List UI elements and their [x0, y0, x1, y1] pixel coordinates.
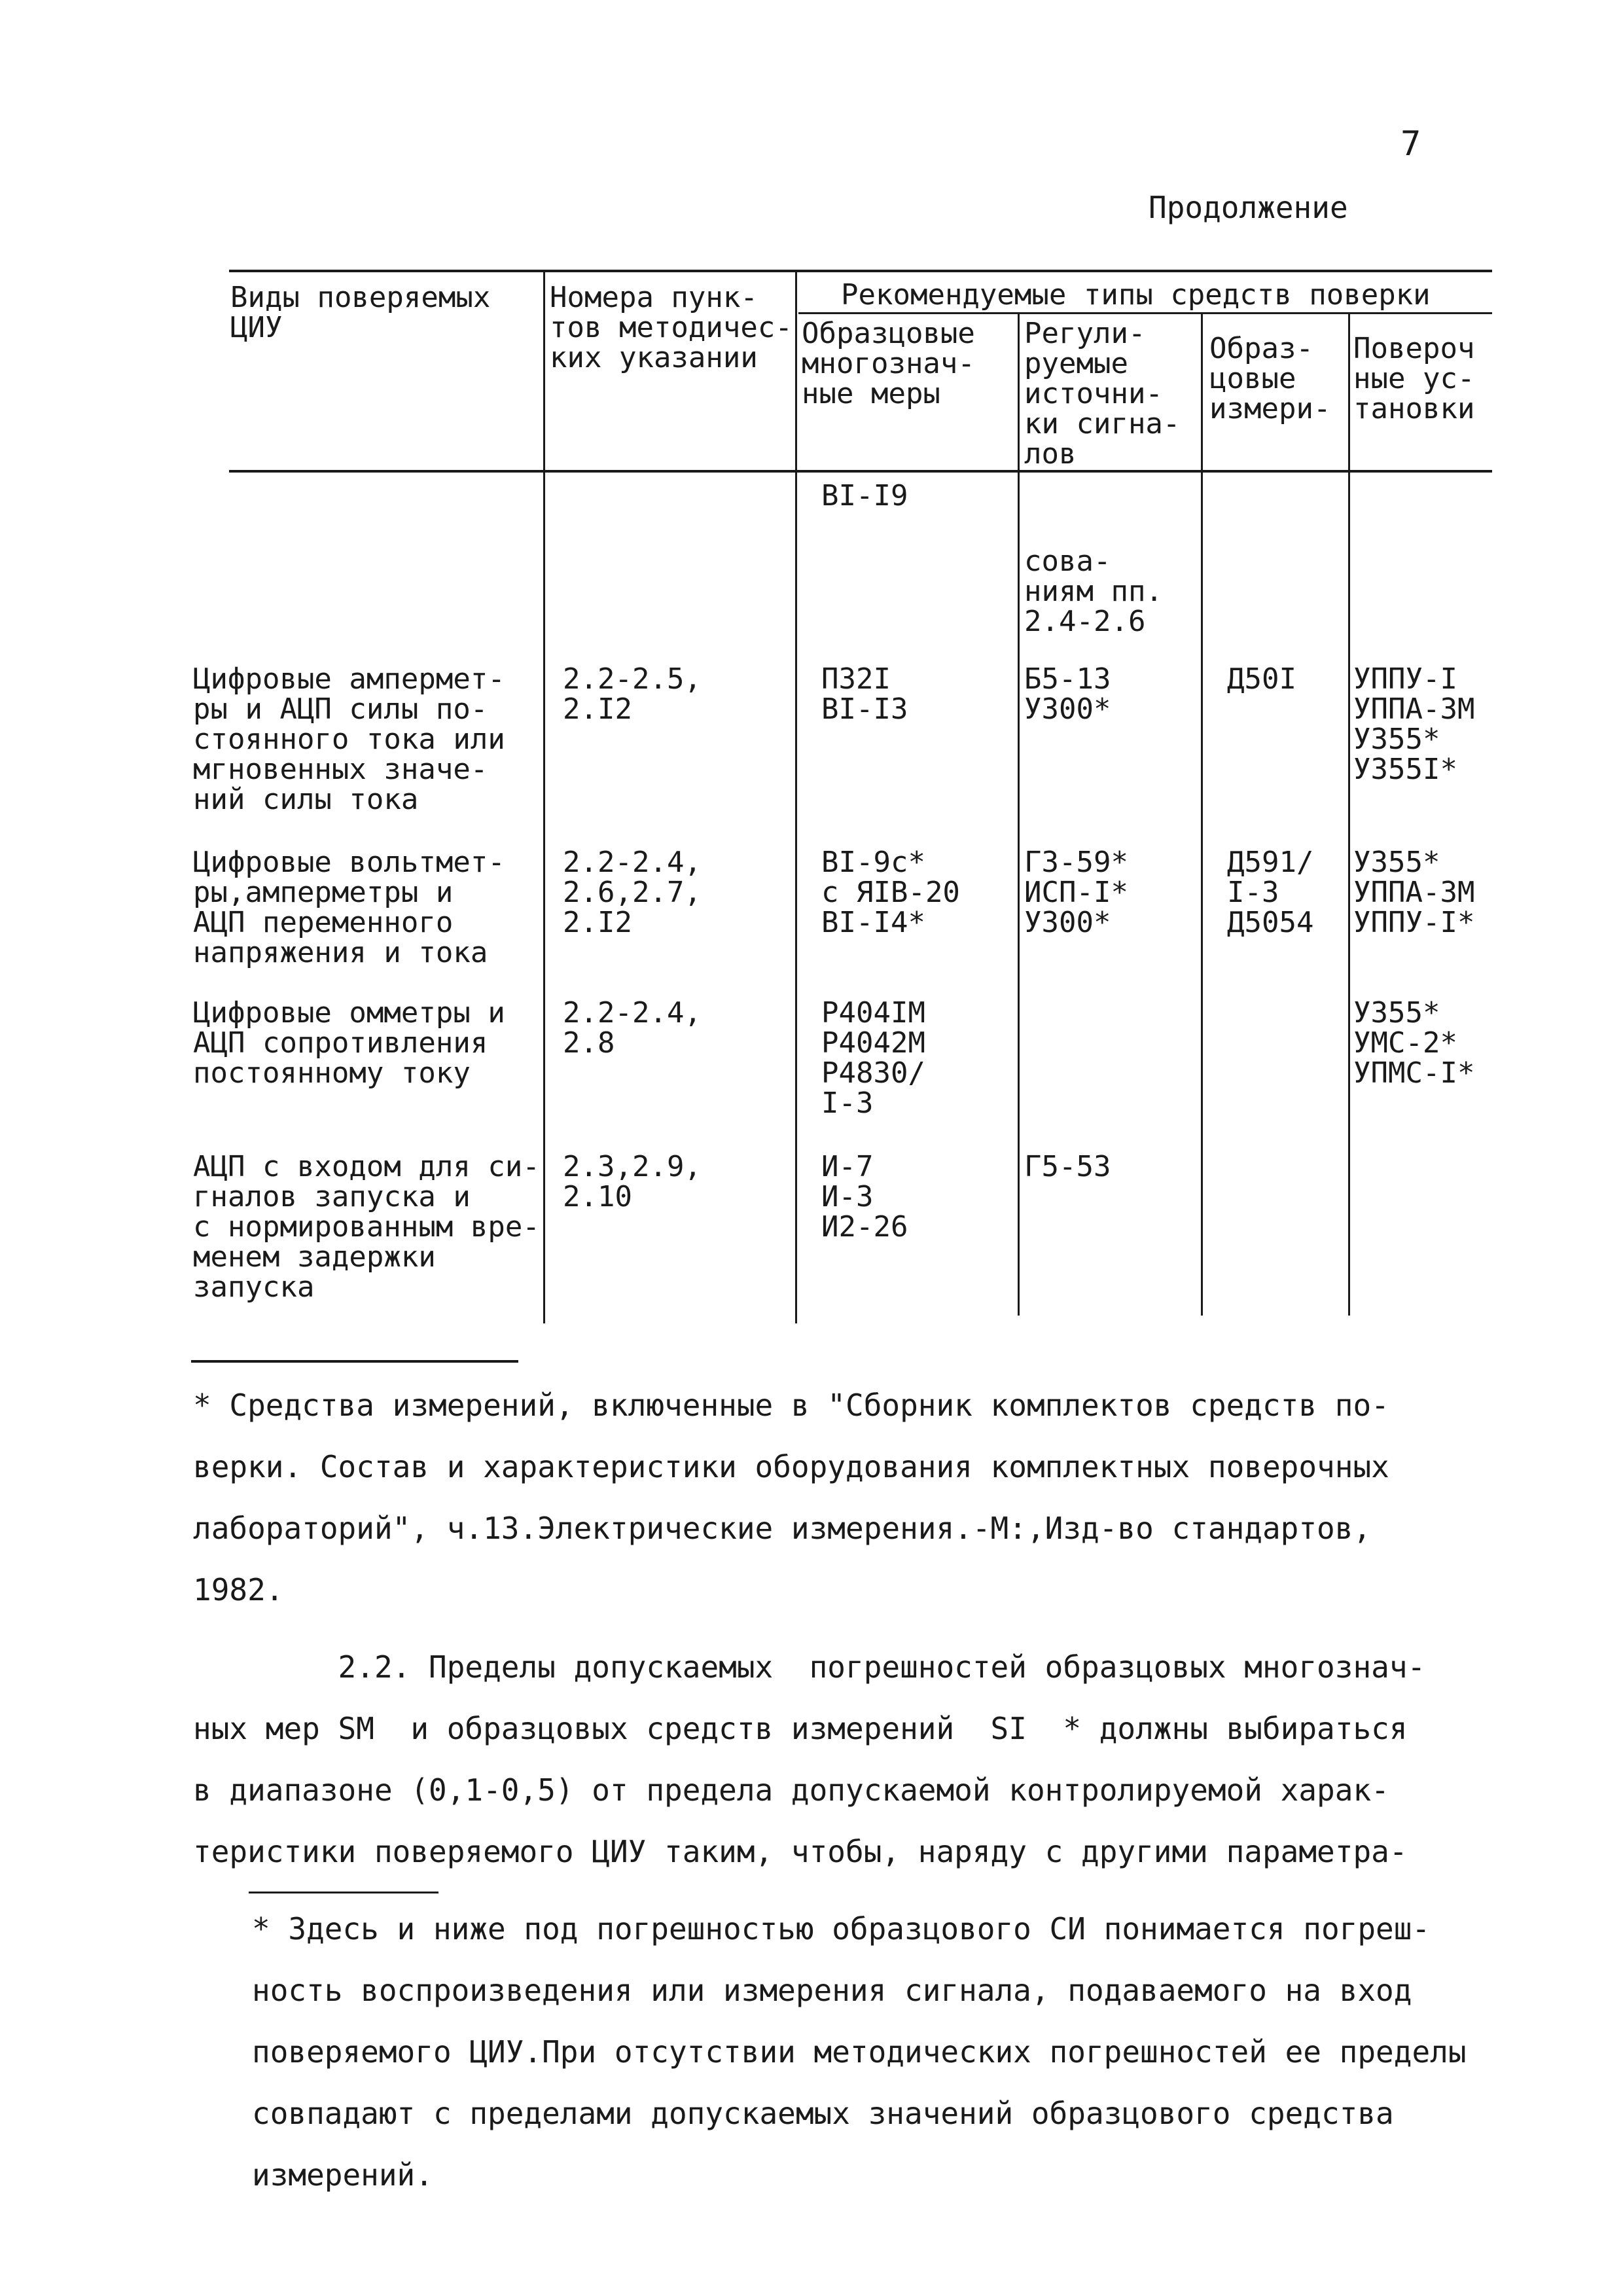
row2-instruments: Д591/ I-3 Д5054 — [1227, 846, 1314, 939]
row4-type: АЦП с входом для си- гналов запуска и с нормированным вре- менем задержки запуска — [193, 1150, 540, 1304]
row3-measures: Р404IМ Р4042М Р4830/ I-3 — [821, 996, 925, 1120]
header-device-types: Виды поверяемых ЦИУ — [230, 281, 491, 344]
header-measures: Образцовые многознач- ные меры — [802, 317, 975, 410]
top-note: сова- ниям пп. 2.4-2.6 — [1024, 545, 1163, 638]
top-measure: BI-I9 — [821, 479, 908, 512]
continuation-label: Продолжение — [1149, 190, 1348, 225]
row1-measures: ПЗ2I BI-I3 — [821, 662, 908, 726]
row2-setups: У355* УППА-ЗМ УППУ-I* — [1353, 846, 1475, 939]
table-footnote: * Средства измерений, включенные в "Сборник комплектов средств по- верки. Состав и характеристики оборудования комплектных поверочных лабораторий", ч.13.Электрические измерения.-М:,Изд-во стандартов, 1982. — [193, 1388, 1389, 1607]
header-instruments: Образ- цовые измери- — [1209, 332, 1331, 425]
header-sources: Регули- руемые источни- ки сигна- лов — [1024, 317, 1181, 471]
row4-items: 2.3,2.9, 2.10 — [563, 1150, 702, 1213]
row2-sources: Г3-59* ИСП-I* У300* — [1024, 846, 1128, 939]
page-number: 7 — [1400, 124, 1421, 164]
col-divider-4 — [1201, 314, 1203, 1316]
paragraph-2-2: 2.2. Пределы допускаемых погрешностей образцовых многознач- ных мер SM и образцовых средств измерений SI * должны выбираться в диапазоне (0,1-0,5) от предела допускаемой контролируемой харак- теристики поверяемого ЦИУ таким, чтобы, наряду с другими параметра- — [193, 1649, 1426, 1869]
table-top-rule — [229, 270, 1492, 272]
footnote-separator — [249, 1892, 438, 1893]
row2-measures: BI-9c* с ЯIВ-20 BI-I4* — [821, 846, 960, 939]
header-setups: Повероч ные ус- тановки — [1353, 332, 1475, 425]
row3-items: 2.2-2.4, 2.8 — [563, 996, 702, 1060]
row1-instruments: Д50I — [1227, 662, 1296, 696]
header-recommended-types: Рекомендуемые типы средств поверки — [841, 278, 1431, 312]
row1-sources: Б5-13 У300* — [1024, 662, 1111, 726]
row2-items: 2.2-2.4, 2.6,2.7, 2.I2 — [563, 846, 702, 939]
row1-setups: УППУ-I УППА-ЗМ У355* У355I* — [1353, 662, 1475, 786]
header-bottom-rule — [229, 470, 1492, 473]
row1-items: 2.2-2.5, 2.I2 — [563, 662, 702, 726]
footnote-bottom: * Здесь и ниже под погрешностью образцового СИ понимается погреш- ность воспроизведения или измерения сигнала, подаваемого на вход поверяемого ЦИУ.При отсутствии методических погрешностей ее пределы совпадают с пределами допускаемых значений образцового средства измерений. — [252, 1911, 1467, 2193]
col-divider-2 — [795, 270, 797, 1323]
row4-measures: И-7 И-3 И2-26 — [821, 1150, 908, 1244]
col-divider-3 — [1018, 314, 1020, 1316]
group-header-rule — [798, 312, 1492, 314]
row3-setups: У355* УМС-2* УПМС-I* — [1353, 996, 1475, 1090]
row3-type: Цифровые омметры и АЦП сопротивления постоянному току — [193, 996, 505, 1090]
header-method-items: Номера пунк- тов методичес- ких указании — [550, 281, 793, 374]
col-divider-5 — [1348, 314, 1350, 1316]
row4-sources: Г5-53 — [1024, 1150, 1111, 1183]
col-divider-1 — [543, 270, 545, 1323]
row2-type: Цифровые вольтмет- ры,амперметры и АЦП переменного напряжения и тока — [193, 846, 505, 969]
row1-type: Цифровые ампермет- ры и АЦП силы по- стоянного тока или мгновенных значе- ний силы тока — [193, 662, 505, 816]
table-bottom-rule — [191, 1360, 518, 1363]
